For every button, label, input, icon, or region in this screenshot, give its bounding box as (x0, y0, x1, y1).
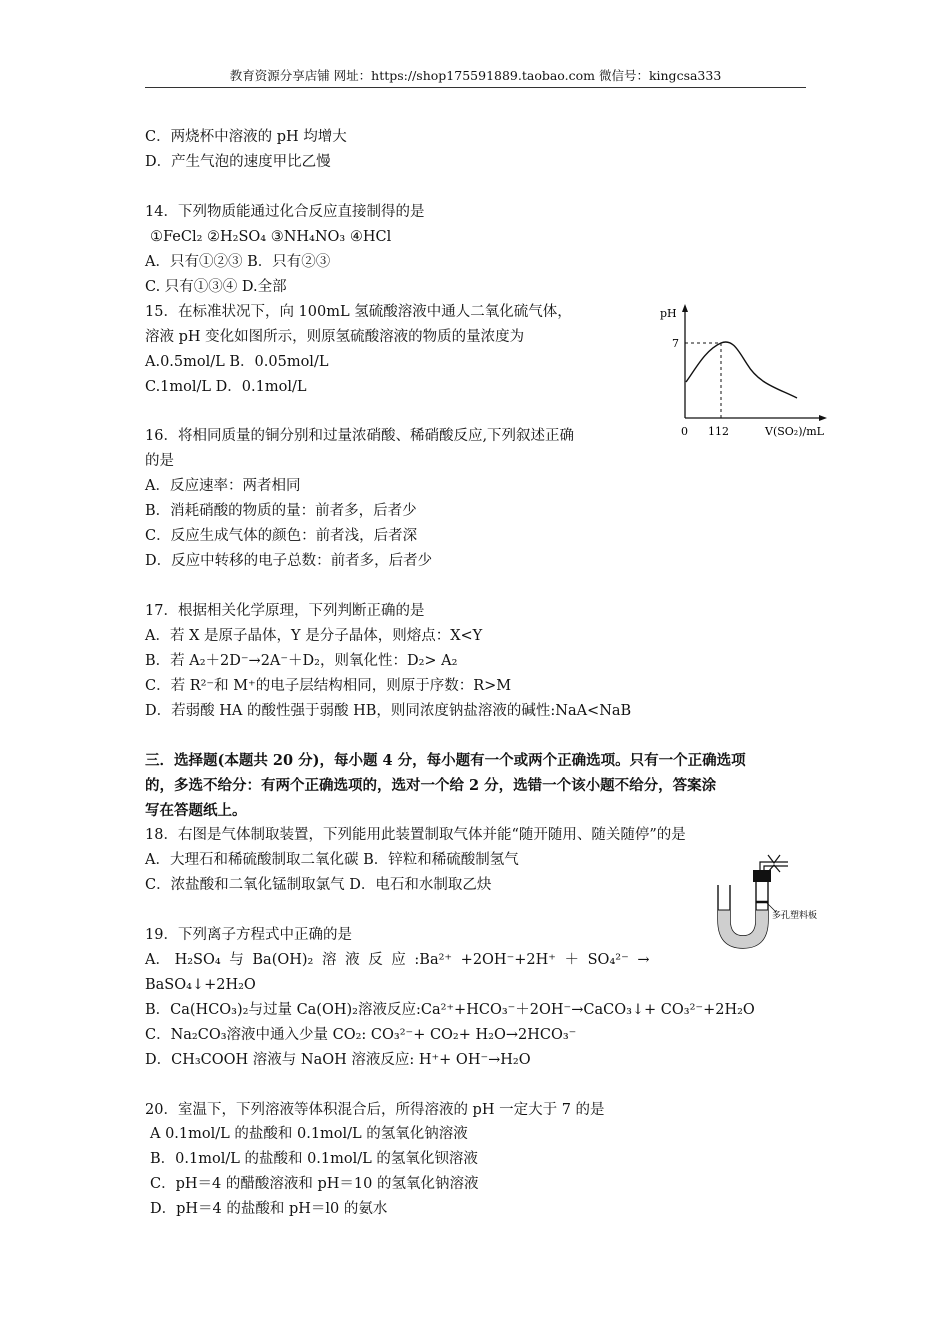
q17-stem: 17．根据相关化学原理，下列判断正确的是 (145, 603, 425, 619)
q20-option-a: A 0.1mol/L 的盐酸和 0.1mol/L 的氢氧化钠溶液 (150, 1126, 468, 1142)
q17-option-c: C．若 R²⁻和 M⁺的电子层结构相同，则原于序数：R>M (145, 678, 512, 694)
q19-option-a-label: A． (145, 952, 170, 968)
q16-stem-line2: 的是 (145, 453, 174, 469)
q20-option-c: C．pH＝4 的醋酸溶液和 pH＝10 的氢氧化钠溶液 (150, 1176, 479, 1192)
page-header: 教育资源分享店铺 网址：https://shop175591889.taobao.com 微信号：kingcsa333 (145, 66, 806, 88)
q16-stem-line1: 16．将相同质量的铜分别和过量浓硝酸、稀硝酸反应,下列叙述正确 (145, 428, 575, 444)
q14-options-cd: C. 只有①③④ D.全部 (145, 279, 287, 295)
porous-plate-label: 多孔塑料板 (772, 911, 818, 921)
q16-option-b: B．消耗硝酸的物质的量：前者多，后者少 (145, 503, 417, 519)
graph-y-label: pH (660, 307, 677, 320)
q13-option-c: C．两烧杯中溶液的 pH 均增大 (145, 129, 347, 145)
graph-y-tick-7: 7 (672, 337, 679, 350)
q19-stem: 19．下列离子方程式中正确的是 (145, 927, 352, 943)
section3-heading-line3: 写在答题纸上。 (145, 802, 247, 819)
q15-stem-line2: 溶液 pH 变化如图所示，则原氢硫酸溶液的物质的量浓度为 (145, 329, 525, 345)
graph-origin: 0 (681, 425, 688, 438)
q15-stem-line1: 15．在标准状况下，向 100mL 氢硫酸溶液中通人二氧化硫气体， (145, 304, 572, 320)
q16-option-c: C．反应生成气体的颜色：前者浅，后者深 (145, 528, 418, 544)
q14-items: ①FeCl₂ ②H₂SO₄ ③NH₄NO₃ ④HCl (150, 229, 392, 245)
q14-stem: 14．下列物质能通过化合反应直接制得的是 (145, 204, 425, 220)
q19-option-c: C．Na₂CO₃溶液中通入少量 CO₂: CO₃²⁻+ CO₂+ H₂O→2HCO₃⁻ (145, 1027, 577, 1043)
q16-option-d: D．反应中转移的电子总数：前者多，后者少 (145, 553, 433, 569)
q19-option-a-line1 (145, 950, 649, 970)
q20-option-d: D．pH＝4 的盐酸和 pH＝l0 的氨水 (150, 1201, 388, 1217)
graph-x-label: V(SO₂)/mL (765, 425, 824, 438)
u-tube-apparatus (708, 850, 838, 955)
q17-option-d: D．若弱酸 HA 的酸性强于弱酸 HB，则同浓度钠盐溶液的碱性:NaA<NaB (145, 703, 632, 719)
q19-option-b: B．Ca(HCO₃)₂与过量 Ca(OH)₂溶液反应:Ca²⁺+HCO₃⁻＋2OH⁻→CaCO₃↓+ CO₃²⁻+2H₂O (145, 1002, 755, 1018)
ph-graph (655, 300, 835, 445)
q14-options-ab: A．只有①②③ B．只有②③ (145, 254, 331, 270)
q20-option-b: B．0.1mol/L 的盐酸和 0.1mol/L 的氢氧化钡溶液 (150, 1151, 478, 1167)
q19-option-a-equation: H₂SO₄ 与 Ba(OH)₂ 溶 液 反 应 :Ba²⁺ +2OH⁻+2H⁺ ＋ SO₄²⁻ → (174, 952, 650, 968)
q20-stem: 20．室温下，下列溶液等体积混合后，所得溶液的 pH 一定大于 7 的是 (145, 1102, 605, 1118)
q18-stem: 18．右图是气体制取装置，下列能用此装置制取气体并能“随开随用、随关随停”的是 (145, 827, 686, 843)
section3-heading-line2: 的，多选不给分：有两个正确选项的，选对一个给 2 分，选错一个该小题不给分，答案涂 (145, 777, 717, 794)
q18-options-ab: A．大理石和稀硫酸制取二氧化碳 B．锌粒和稀硫酸制氢气 (145, 852, 519, 868)
graph-x-tick-112: 112 (708, 425, 729, 438)
q19-option-d: D．CH₃COOH 溶液与 NaOH 溶液反应: H⁺+ OH⁻→H₂O (145, 1052, 531, 1068)
section3-heading-line1: 三．选择题(本题共 20 分)，每小题 4 分，每小题有一个或两个正确选项。只有一个正确选项 (145, 752, 746, 769)
q18-options-cd: C．浓盐酸和二氧化锰制取氯气 D．电石和水制取乙炔 (145, 877, 492, 893)
q17-option-b: B．若 A₂＋2D⁻→2A⁻＋D₂，则氧化性：D₂> A₂ (145, 653, 458, 669)
q15-options-ab: A.0.5mol/L B．0.05mol/L (145, 354, 329, 370)
q13-option-d: D．产生气泡的速度甲比乙慢 (145, 154, 331, 170)
q15-options-cd: C.1mol/L D．0.1mol/L (145, 379, 307, 395)
q16-option-a: A．反应速率：两者相同 (145, 478, 301, 494)
q19-option-a-line2: BaSO₄↓+2H₂O (145, 977, 256, 993)
q17-option-a: A．若 X 是原子晶体，Y 是分子晶体，则熔点：X<Y (145, 628, 483, 644)
